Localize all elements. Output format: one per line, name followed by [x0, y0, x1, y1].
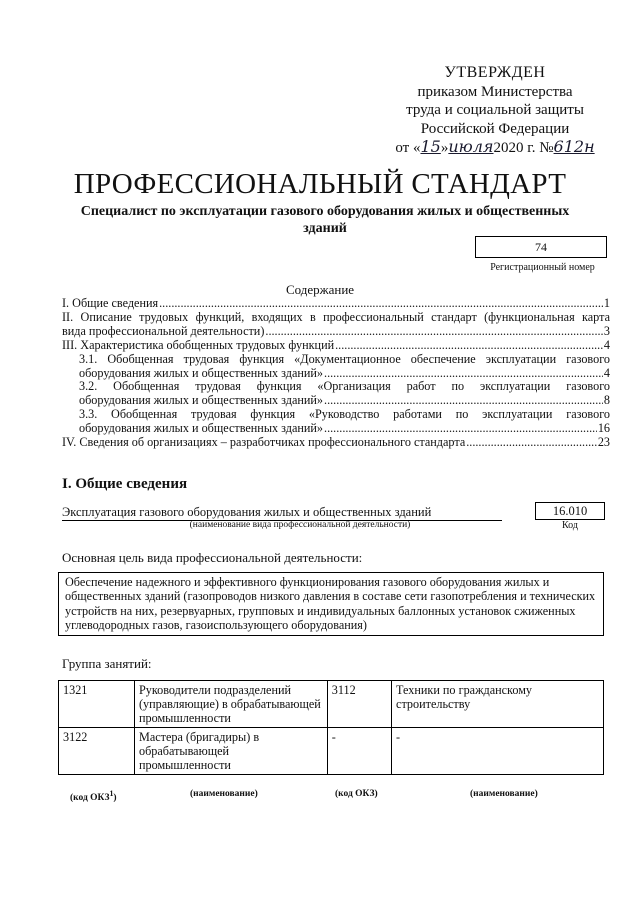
toc-item-2-line1: II. Описание трудовых функций, входящих в профессиональный стандарт (функциональная карта [62, 309, 610, 324]
activity-name-label: (наименование вида профессиональной деятельности) [189, 520, 411, 530]
toc-heading: Содержание [285, 282, 355, 297]
goal-label: Основная цель вида профессиональной деятельности: [62, 550, 363, 565]
toc-item-3-1-line1: 3.1. Обобщенная трудовая функция «Документационное обеспечение эксплуатации газового [79, 351, 610, 366]
occupation-group-table [58, 680, 604, 775]
table-footer-okz-code: (код ОКЗ$^1$) [70, 789, 117, 804]
occupation-group-label: Группа занятий: [62, 656, 152, 671]
table-row [59, 728, 604, 775]
toc-item-3-3[interactable]: оборудования жилых и общественных зданий» ..... 16 [79, 422, 610, 436]
approval-line-1: приказом Министерства [417, 83, 573, 100]
table-footer-okz-code-2: (код ОКЗ) [335, 789, 378, 799]
table-footer-name: (наименование) [190, 789, 258, 799]
document-title: ПРОФЕССИОНАЛЬНЫЙ СТАНДАРТ [73, 168, 567, 200]
toc-item-1[interactable]: I. Общие сведения ..... 1 [62, 297, 610, 311]
registration-number-box: 74 [475, 236, 607, 258]
toc-item-3-1[interactable]: оборудования жилых и общественных зданий» ..... 4 [79, 367, 610, 381]
approval-block [380, 64, 610, 158]
toc-item-3-3-line1: 3.3. Обобщенная трудовая функция «Руководство работами по эксплуатации газового [79, 407, 610, 422]
goal-text-box: Обеспечение надежного и эффективного функционирования газового оборудования жилых и общественных зданий (газопроводов низкого давления в составе сети газопотребления и технических устройств на них, резервуарных, групповых и индивидуальных баллонных установок сжиженных углеводородных газов, газоиспользующего оборудования) [58, 572, 604, 636]
approval-line-2: труда и социальной защиты [406, 102, 584, 118]
activity-code-box: 16.010 [535, 502, 605, 520]
toc-item-2[interactable]: вида профессиональной деятельности) ..... 3 [62, 325, 610, 339]
table-of-contents [62, 297, 610, 450]
occupation-name-cell: Мастера (бригадиры) в обрабатывающей промышленности [134, 728, 327, 775]
toc-item-3[interactable]: III. Характеристика обобщенных трудовых функций ..... 4 [62, 339, 610, 353]
document-subtitle: Специалист по эксплуатации газового оборудования жилых и общественных зданий [80, 204, 570, 236]
approval-date-line: от «15»июля2020 г. №612н [395, 137, 595, 156]
approval-title: УТВЕРЖДЕН [444, 64, 546, 81]
handwritten-day: 15 [420, 137, 441, 156]
occupation-name-cell: Руководители подразделений (управляющие) в обрабатывающей промышленности [134, 681, 327, 728]
toc-item-3-2[interactable]: оборудования жилых и общественных зданий» ..... 8 [79, 394, 610, 408]
okz-code-cell: 1321 [59, 681, 135, 728]
toc-item-3-2-line1: 3.2. Обобщенная трудовая функция «Организация работ по эксплуатации газового [79, 379, 610, 394]
toc-item-4[interactable]: IV. Сведения об организациях – разработчиках профессионального стандарта ..... 23 [62, 436, 610, 450]
approval-line-3: Российской Федерации [420, 120, 570, 137]
okz-code-cell: 3112 [327, 681, 391, 728]
table-row [59, 681, 604, 728]
registration-number-label: Регистрационный номер [490, 262, 595, 273]
activity-code-label: Код [562, 520, 578, 531]
okz-code-cell: - [327, 728, 391, 775]
handwritten-order-number: 612н [553, 137, 595, 156]
okz-code-cell: 3122 [59, 728, 135, 775]
section-1-heading: I. Общие сведения [62, 476, 188, 492]
occupation-name-cell: - [392, 728, 604, 775]
handwritten-month: июля [448, 137, 494, 156]
occupation-name-cell: Техники по гражданскому строительству [392, 681, 604, 728]
activity-name: Эксплуатация газового оборудования жилых и общественных зданий [62, 504, 502, 521]
table-footer-name-2: (наименование) [470, 789, 538, 799]
